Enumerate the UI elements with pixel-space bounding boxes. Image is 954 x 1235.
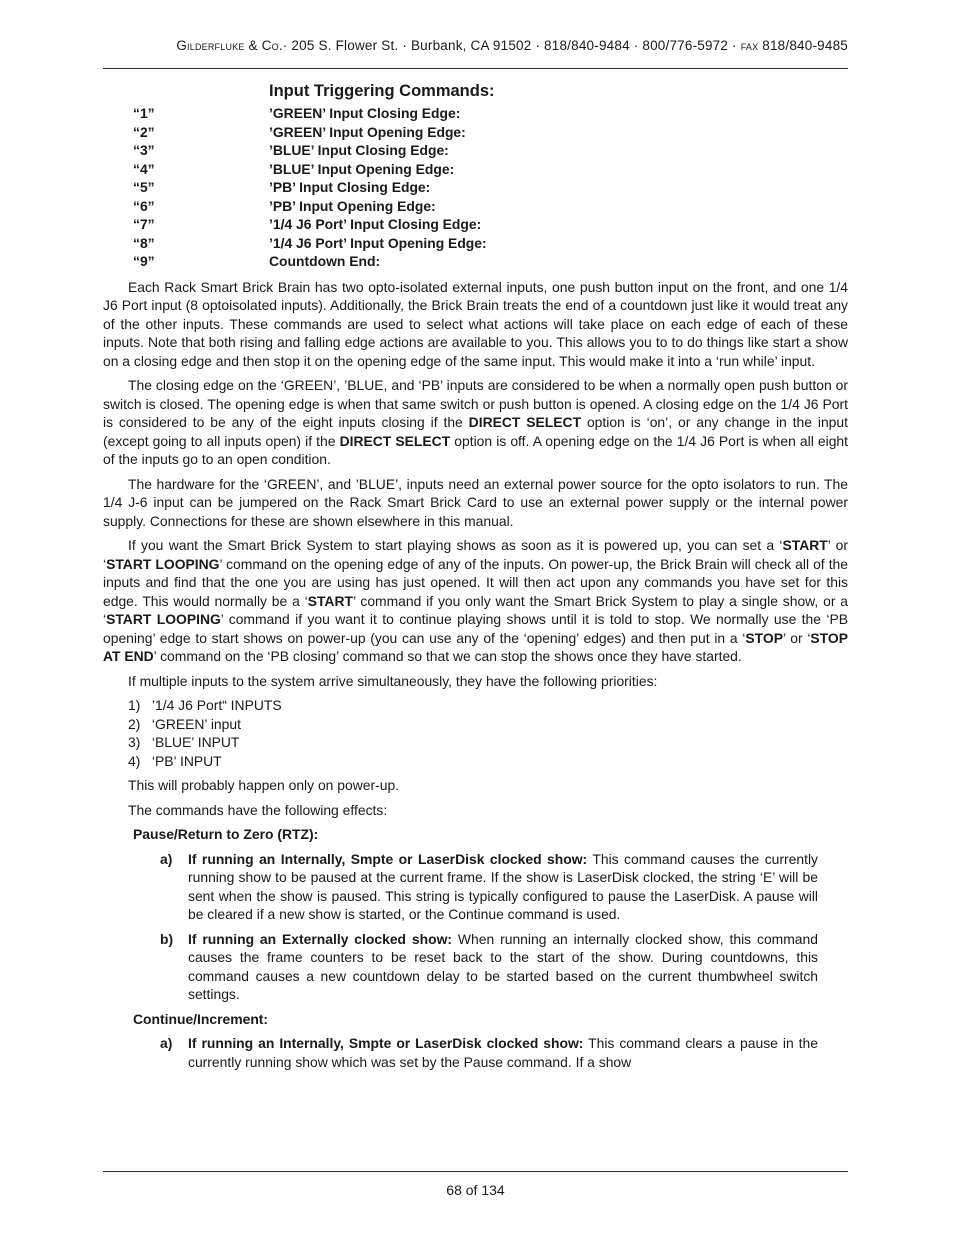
item-text: This command clears a pause in the currently running show which was set by the Pause command. If a show bbox=[188, 1035, 818, 1070]
command-label: ’GREEN’ Input Closing Edge: bbox=[269, 105, 461, 121]
keyword-direct-select: DIRECT SELECT bbox=[468, 414, 582, 430]
footer-rule bbox=[103, 1171, 848, 1172]
paragraph-hardware: The hardware for the ‘GREEN’, and ’BLUE’, inputs need an external power source for the opto isolators to run. The 1/4 J-6 input can be jumpered on the Rack Smart Brick Card to use an external power supply or the internal power supply. Connections for these are shown elsewhere in this manual. bbox=[103, 475, 848, 529]
item-letter: b) bbox=[160, 930, 174, 947]
command-label: ’BLUE’ Input Closing Edge: bbox=[269, 142, 449, 158]
item-heading: If running an Internally, Smpte or LaserDisk clocked show: bbox=[188, 850, 588, 867]
list-item: 4) ‘PB’ INPUT bbox=[128, 752, 222, 769]
command-label: ’PB’ Input Closing Edge: bbox=[269, 179, 431, 195]
section-title: Input Triggering Commands: bbox=[269, 82, 495, 100]
keyword-stop-at-end: STOP AT END bbox=[103, 629, 848, 664]
list-item: 1) ’1/4 J6 Port“ INPUTS bbox=[128, 697, 282, 713]
continue-item-a bbox=[160, 1034, 818, 1071]
command-row bbox=[103, 104, 848, 123]
pause-item-a bbox=[160, 850, 818, 924]
keyword-direct-select: DIRECT SELECT bbox=[339, 432, 451, 449]
command-number: “1” bbox=[133, 105, 155, 121]
keyword-stop: STOP bbox=[745, 629, 783, 646]
command-number: “4” bbox=[133, 160, 155, 177]
page-body bbox=[103, 80, 848, 1077]
command-row bbox=[103, 234, 848, 253]
paragraph-closing-edge: The closing edge on the ‘GREEN’, ’BLUE, and ‘PB’ inputs are considered to be when a normally open push button or switch is closed. The opening edge is when that same switch or push button is opened. A closing edge on the 1/4 J6 Port is considered to be any of the eight inputs closing if the DIRECT SELECT option is ‘on’, or any change in the input (except going to all inputs open) if the DIRECT SELECT option is off. A opening edge on the 1/4 J6 Port is when all eight of the inputs go to an open condition. bbox=[103, 377, 848, 467]
command-number: “8” bbox=[133, 234, 155, 251]
pause-heading: Pause/Return to Zero (RTZ): bbox=[133, 826, 319, 842]
command-row bbox=[103, 123, 848, 142]
keyword-start: START bbox=[782, 537, 828, 553]
page-header bbox=[103, 38, 848, 53]
list-item: 3) ‘BLUE’ INPUT bbox=[128, 734, 240, 750]
command-label: ’GREEN’ Input Opening Edge: bbox=[269, 123, 466, 140]
paragraph-power-up: If you want the Smart Brick System to start playing shows as soon as it is powered up, you can set a ‘START’ or ‘START LOOPING’ command on the opening edge of any of the inputs. On power-up, the Brick Brain will check all of the inputs and find that the one you are using has just opened. It will then act upon any commands you have set for this edge. This would normally be a ‘START’ command if you only want the Smart Brick System to play a single show, or a ‘START LOOPING’ command if you want it to continue playing shows until it is told to stop. We normally use the ‘PB opening’ edge to start shows on power-up (you can use any of the ‘opening’ edges) and then put in a ‘STOP’ or ‘STOP AT END’ command on the ‘PB closing’ command so that we can stop the shows once they have started. bbox=[103, 537, 849, 664]
list-item: 2) ‘GREEN’ input bbox=[128, 715, 241, 732]
item-letter: a) bbox=[160, 1035, 173, 1051]
command-list bbox=[103, 104, 848, 271]
paragraph-priorities-intro: If multiple inputs to the system arrive simultaneously, they have the following priorities: bbox=[128, 672, 658, 689]
command-label: ’1/4 J6 Port’ Input Opening Edge: bbox=[269, 234, 487, 251]
continue-heading: Continue/Increment: bbox=[133, 1010, 269, 1027]
keyword-start: START bbox=[307, 592, 353, 609]
command-number: “7” bbox=[133, 216, 155, 232]
command-number: “5” bbox=[133, 179, 155, 195]
item-text: When running an internally clocked show, this command causes the frame counters to be reset back to the start of the show. During countdowns, this command causes a new countdown delay to be started based on the current thumbwheel switch settings. bbox=[188, 930, 818, 1002]
command-number: “9” bbox=[133, 253, 155, 269]
item-heading: If running an Internally, Smpte or LaserDisk clocked show: bbox=[188, 1035, 584, 1051]
item-letter: a) bbox=[160, 850, 173, 867]
command-row bbox=[103, 160, 848, 179]
command-label: ’BLUE’ Input Opening Edge: bbox=[269, 160, 455, 177]
fax-number: 818/840-9485 bbox=[758, 38, 848, 53]
company-address: · 205 S. Flower St. · Burbank, CA 91502 · 818/840-9484 · 800/776-5972 · bbox=[282, 38, 741, 53]
command-number: “3” bbox=[133, 142, 155, 158]
command-label: ’1/4 J6 Port’ Input Closing Edge: bbox=[269, 216, 482, 232]
paragraph-power-up-note: This will probably happen only on power-up. bbox=[128, 777, 400, 793]
fax-label: fax bbox=[740, 38, 759, 53]
paragraph-effects-intro: The commands have the following effects: bbox=[128, 801, 388, 818]
command-label: Countdown End: bbox=[269, 253, 381, 269]
command-number: “6” bbox=[133, 197, 155, 214]
item-text: This command causes the currently running show to be paused at the current frame. If the show is LaserDisk clocked, the string ‘E’ will be sent when the show is paused. This string is typically configured to pause the LaserDisk. A pause will be cleared if a new show is started, or the Continue command is used. bbox=[188, 850, 818, 922]
keyword-start-looping: START LOOPING bbox=[106, 555, 220, 572]
command-row bbox=[103, 215, 848, 234]
command-number: “2” bbox=[133, 123, 155, 140]
command-label: ’PB’ Input Opening Edge: bbox=[269, 197, 436, 214]
command-row bbox=[103, 141, 848, 160]
priority-list bbox=[103, 696, 848, 770]
company-name: Gilderfluke & Co. bbox=[176, 38, 283, 53]
page-number: 68 of 134 bbox=[446, 1182, 505, 1198]
command-row bbox=[103, 178, 848, 197]
command-row bbox=[103, 197, 848, 216]
item-heading: If running an Externally clocked show: bbox=[188, 930, 453, 947]
header-rule bbox=[103, 68, 848, 69]
command-row bbox=[103, 252, 848, 271]
pause-item-b bbox=[160, 930, 818, 1004]
paragraph-inputs-overview: Each Rack Smart Brick Brain has two opto-isolated external inputs, one push button input on the front, and one 1/4 J6 Port input (8 optoisolated inputs). Additionally, the Brick Brain treats the end of a countdown just like it would treat any of the other inputs. These commands are used to select what actions will take place on each edge of each of these inputs. Note that both rising and falling edge actions are available to you. This allows you to to do things like start a show on a closing edge and then stop it on the opening edge of the same input. This would make it into a ‘run while’ input. bbox=[103, 278, 848, 369]
keyword-start-looping: START LOOPING bbox=[106, 611, 221, 627]
